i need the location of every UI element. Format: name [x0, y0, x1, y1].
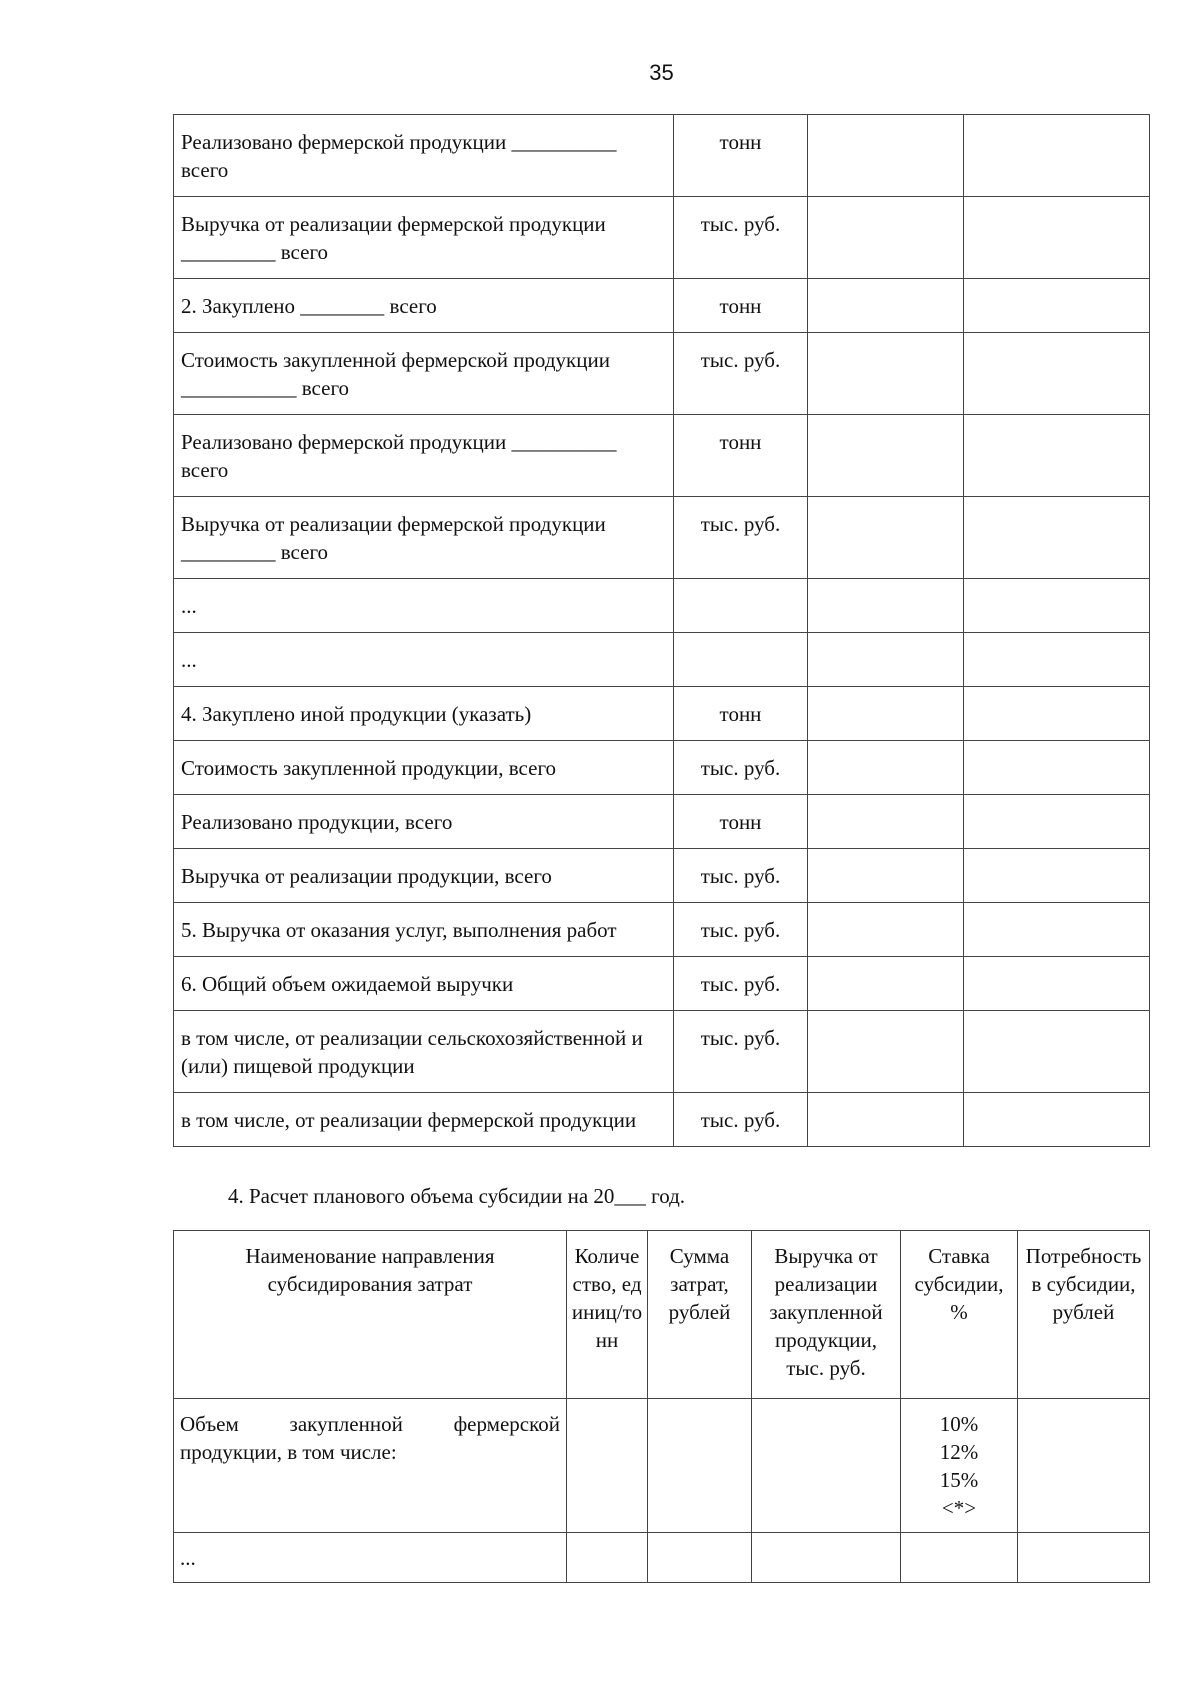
row-label: Реализовано фермерской продукции __________ всего: [174, 415, 674, 497]
value-cell: [964, 333, 1150, 415]
value-cell: [808, 115, 964, 197]
value-cell: [808, 957, 964, 1011]
value-cell: [808, 415, 964, 497]
table-row: [174, 687, 1150, 741]
row-unit: тыс. руб.: [674, 197, 808, 279]
value-cell: [752, 1399, 901, 1533]
value-cell: [808, 497, 964, 579]
value-cell: [808, 849, 964, 903]
value-cell: [808, 197, 964, 279]
row-label: ...: [174, 633, 674, 687]
table-row: [174, 1533, 1150, 1583]
value-cell: [964, 279, 1150, 333]
value-cell: [567, 1399, 648, 1533]
row-label: 5. Выручка от оказания услуг, выполнения работ: [174, 903, 674, 957]
row-label: в том числе, от реализации фермерской продукции: [174, 1093, 674, 1147]
table-row: [174, 795, 1150, 849]
column-header: Ставка субсидии, %: [901, 1231, 1018, 1399]
row-unit: [674, 633, 808, 687]
table-row: [174, 497, 1150, 579]
row-label: 2. Закуплено ________ всего: [174, 279, 674, 333]
row-unit: тонн: [674, 687, 808, 741]
value-cell: [752, 1533, 901, 1583]
row-unit: тыс. руб.: [674, 497, 808, 579]
column-header: Потребность в субсидии, рублей: [1018, 1231, 1150, 1399]
value-cell: [808, 795, 964, 849]
table-row: [174, 1399, 1150, 1533]
value-cell: [808, 333, 964, 415]
value-cell: [808, 279, 964, 333]
rate-value: <*>: [941, 1496, 977, 1520]
table-row: [174, 1093, 1150, 1147]
value-cell: [1018, 1533, 1150, 1583]
row-unit: тыс. руб.: [674, 957, 808, 1011]
row-unit: тыс. руб.: [674, 1011, 808, 1093]
rate-value: 12%: [939, 1440, 979, 1464]
row-unit: тонн: [674, 415, 808, 497]
value-cell: [964, 1011, 1150, 1093]
table-row: [174, 279, 1150, 333]
row-unit: тыс. руб.: [674, 903, 808, 957]
table-row: [174, 579, 1150, 633]
table-row: [174, 903, 1150, 957]
row-unit: тонн: [674, 279, 808, 333]
row-unit: тыс. руб.: [674, 741, 808, 795]
row-unit: тыс. руб.: [674, 849, 808, 903]
value-cell: [964, 687, 1150, 741]
row-label: ...: [174, 1533, 567, 1583]
table-row: [174, 197, 1150, 279]
row-unit: [674, 579, 808, 633]
value-cell: [964, 903, 1150, 957]
subsidy-calculation-table: [173, 1230, 1150, 1583]
row-label: ...: [174, 579, 674, 633]
row-label: Объем закупленной фермерской продукции, в том числе:: [174, 1399, 567, 1533]
value-cell: [964, 115, 1150, 197]
table-row: [174, 741, 1150, 795]
value-cell: [964, 957, 1150, 1011]
value-cell: [964, 1093, 1150, 1147]
value-cell: [964, 633, 1150, 687]
table-row: [174, 957, 1150, 1011]
table-header-row: [174, 1231, 1150, 1399]
rate-value: 15%: [939, 1468, 979, 1492]
value-cell: [1018, 1399, 1150, 1533]
value-cell: [964, 741, 1150, 795]
value-cell: [808, 741, 964, 795]
value-cell: [964, 497, 1150, 579]
value-cell: [808, 687, 964, 741]
column-header: Наименование направления субсидирования затрат: [174, 1231, 567, 1399]
row-label: в том числе, от реализации сельскохозяйственной и (или) пищевой продукции: [174, 1011, 674, 1093]
column-header: Количество, единиц/тонн: [567, 1231, 648, 1399]
value-cell: [648, 1533, 752, 1583]
value-cell: [964, 849, 1150, 903]
row-label: 4. Закуплено иной продукции (указать): [174, 687, 674, 741]
table-row: [174, 415, 1150, 497]
table-row: [174, 115, 1150, 197]
rate-value: 10%: [939, 1412, 979, 1436]
value-cell: [808, 633, 964, 687]
value-cell: [964, 795, 1150, 849]
row-unit: тыс. руб.: [674, 333, 808, 415]
row-label: 6. Общий объем ожидаемой выручки: [174, 957, 674, 1011]
row-label: Выручка от реализации фермерской продукции _________ всего: [174, 197, 674, 279]
row-label: Выручка от реализации продукции, всего: [174, 849, 674, 903]
row-label: Реализовано фермерской продукции __________ всего: [174, 115, 674, 197]
row-unit: тонн: [674, 115, 808, 197]
table-row: [174, 849, 1150, 903]
value-cell: [964, 197, 1150, 279]
column-header: Выручка от реализации закупленной продукции, тыс. руб.: [752, 1231, 901, 1399]
column-header: Сумма затрат, рублей: [648, 1231, 752, 1399]
subsidy-rates-cell: [901, 1399, 1018, 1533]
value-cell: [901, 1533, 1018, 1583]
row-label: Стоимость закупленной фермерской продукции ___________ всего: [174, 333, 674, 415]
value-cell: [808, 579, 964, 633]
value-cell: [964, 579, 1150, 633]
value-cell: [808, 1093, 964, 1147]
value-cell: [808, 903, 964, 957]
value-cell: [648, 1399, 752, 1533]
row-label: Реализовано продукции, всего: [174, 795, 674, 849]
row-unit: тыс. руб.: [674, 1093, 808, 1147]
table-row: [174, 333, 1150, 415]
value-cell: [567, 1533, 648, 1583]
section-heading: 4. Расчет планового объема субсидии на 20___ год.: [228, 1184, 686, 1208]
table-row: [174, 633, 1150, 687]
table-row: [174, 1011, 1150, 1093]
row-label: Стоимость закупленной продукции, всего: [174, 741, 674, 795]
value-cell: [964, 415, 1150, 497]
indicators-table: [173, 114, 1150, 1147]
value-cell: [808, 1011, 964, 1093]
row-label: Выручка от реализации фермерской продукции _________ всего: [174, 497, 674, 579]
row-unit: тонн: [674, 795, 808, 849]
page-number: 35: [649, 60, 674, 85]
